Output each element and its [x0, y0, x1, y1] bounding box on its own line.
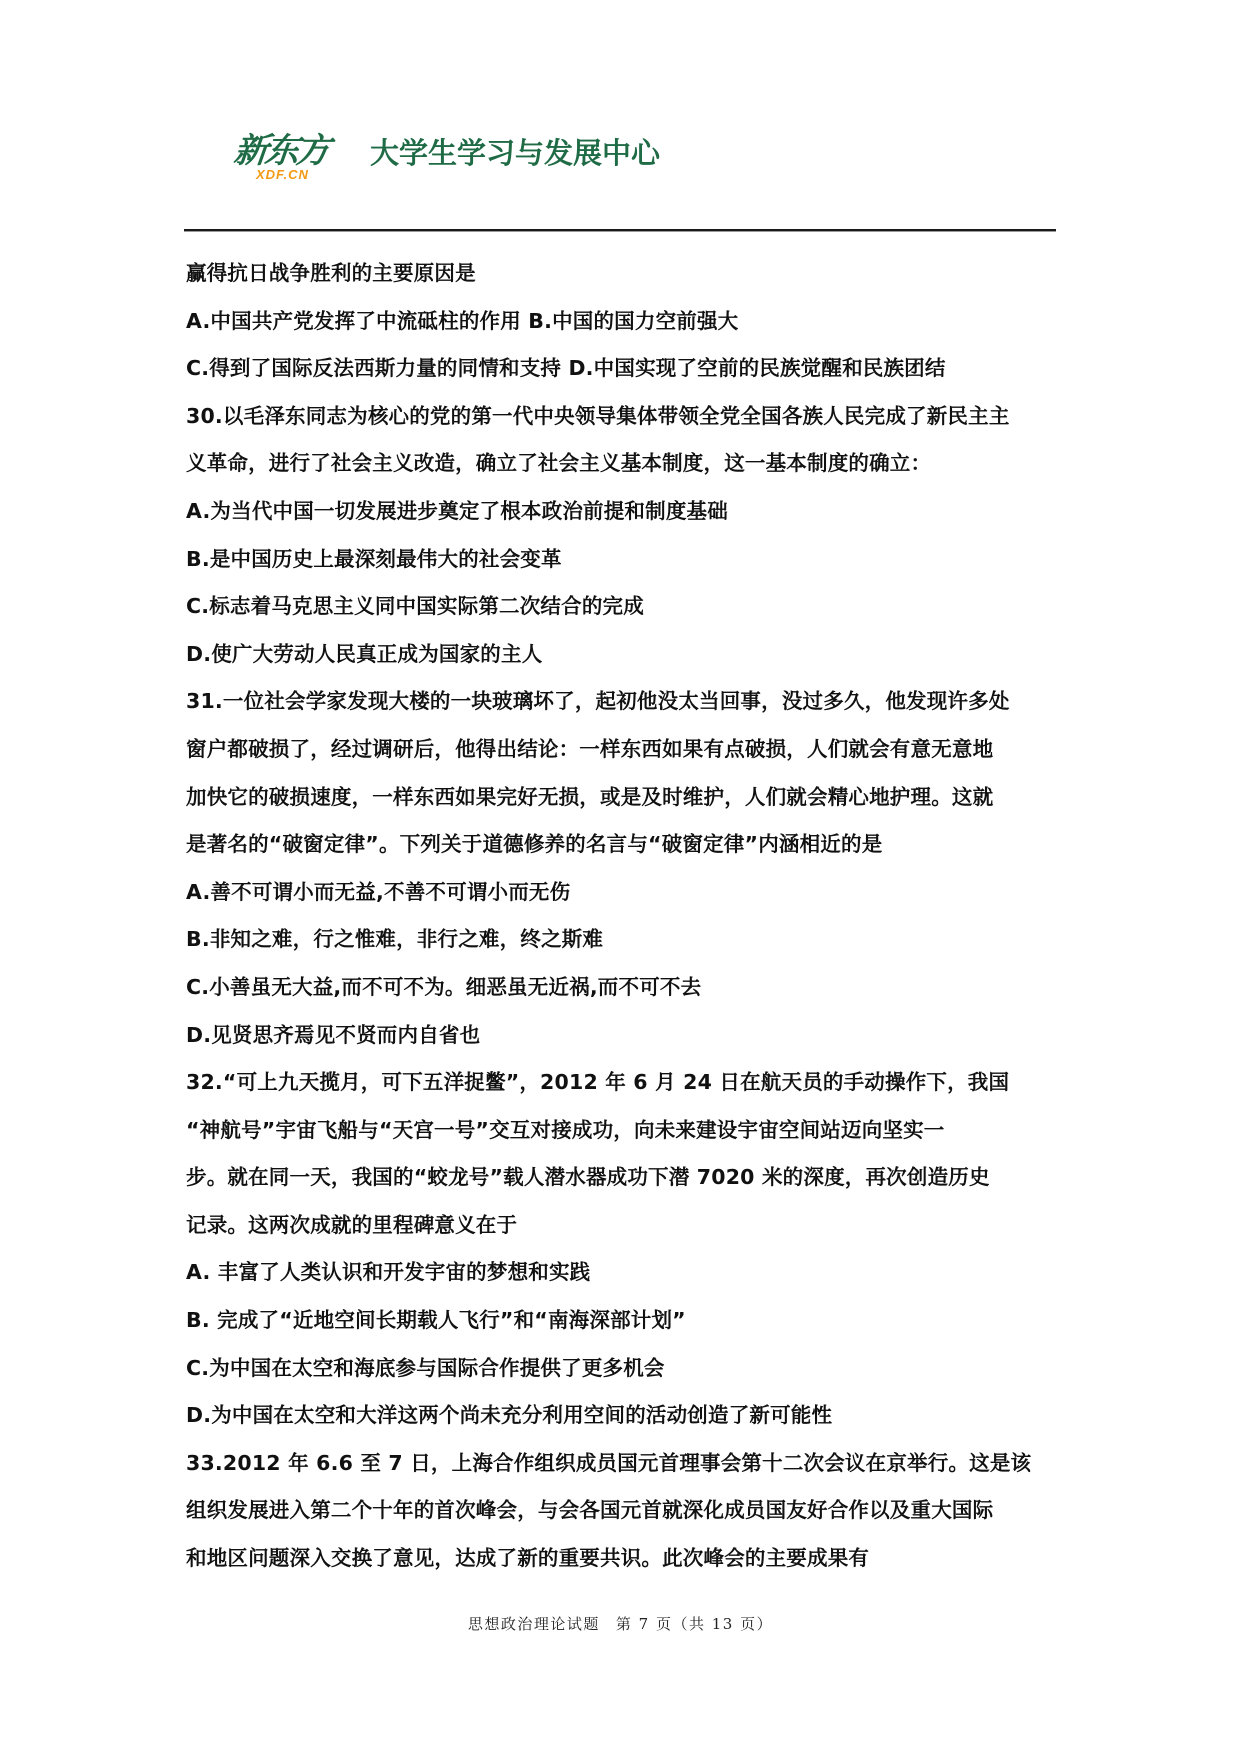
question-31-stem: 窗户都破损了，经过调研后，他得出结论：一样东西如果有点破损，人们就会有意无意地	[186, 736, 994, 761]
question-32-stem: “神航号”宇宙飞船与“天宫一号”交互对接成功，向未来建设宇宙空间站迈向坚实一	[186, 1117, 945, 1142]
question-32-option-a: A. 丰富了人类认识和开发宇宙的梦想和实践	[186, 1260, 591, 1285]
question-30-option-d: D.使广大劳动人民真正成为国家的主人	[186, 641, 543, 666]
question-31-option-a: A.善不可谓小而无益,不善不可谓小而无伤	[186, 879, 571, 904]
question-32-stem: 记录。这两次成就的里程碑意义在于	[186, 1212, 518, 1237]
xdf-logo	[231, 131, 350, 188]
question-33-stem: 33.2012 年 6.6 至 7 日，上海合作组织成员国元首理事会第十二次会议在京举行。这是该	[186, 1450, 1032, 1475]
exam-content	[186, 250, 1056, 1583]
center-name: 大学生学习与发展中心	[370, 136, 661, 170]
question-30-option-a: A.为当代中国一切发展进步奠定了根本政治前提和制度基础	[186, 498, 728, 523]
question-30-stem: 义革命，进行了社会主义改造，确立了社会主义基本制度，这一基本制度的确立：	[186, 451, 932, 476]
question-31-option-c: C.小善虽无大益,而不可不为。细恶虽无近祸,而不可不去	[186, 974, 702, 999]
question-29-stem-end: 赢得抗日战争胜利的主要原因是	[186, 261, 476, 285]
question-29-options-cd: C.得到了国际反法西斯力量的同情和支持 D.中国实现了空前的民族觉醒和民族团结	[186, 356, 946, 381]
header-divider	[184, 229, 1056, 231]
question-32-stem: 步。就在同一天，我国的“蛟龙号”载人潜水器成功下潜 7020 米的深度，再次创造历史	[186, 1165, 990, 1190]
question-31-stem: 31.一位社会学家发现大楼的一块玻璃坏了，起初他没太当回事，没过多久，他发现许多处	[186, 689, 1010, 714]
question-32-stem: 32.“可上九天揽月，可下五洋捉鳖”，2012 年 6 月 24 日在航天员的手动操作下，我国	[186, 1070, 1010, 1095]
question-33-stem: 组织发展进入第二个十年的首次峰会，与会各国元首就深化成员国友好合作以及重大国际	[186, 1498, 994, 1523]
question-31-option-b: B.非知之难，行之惟难，非行之难，终之斯难	[186, 927, 604, 952]
logo-domain-text: XDF.CN	[256, 167, 309, 182]
question-32-option-d: D.为中国在太空和大洋这两个尚未充分利用空间的活动创造了新可能性	[186, 1403, 833, 1428]
logo-chinese-text: 新东方	[231, 131, 330, 171]
question-31-stem: 是著名的“破窗定律”。下列关于道德修养的名言与“破窗定律”内涵相近的是	[186, 832, 883, 857]
question-29-options-ab: A.中国共产党发挥了中流砥柱的作用 B.中国的国力空前强大	[186, 308, 739, 333]
question-30-stem: 30.以毛泽东同志为核心的党的第一代中央领导集体带领全党全国各族人民完成了新民主主	[186, 403, 1010, 428]
question-31-stem: 加快它的破损速度，一样东西如果完好无损，或是及时维护，人们就会精心地护理。这就	[186, 784, 994, 809]
question-33-stem: 和地区问题深入交换了意见，达成了新的重要共识。此次峰会的主要成果有	[186, 1546, 870, 1571]
question-31-option-d: D.见贤思齐焉见不贤而内自省也	[186, 1022, 481, 1047]
page-header	[231, 131, 661, 192]
question-30-option-c: C.标志着马克思主义同中国实际第二次结合的完成	[186, 594, 644, 619]
footer-subject: 思想政治理论试题	[467, 1615, 600, 1633]
question-30-option-b: B.是中国历史上最深刻最伟大的社会变革	[186, 546, 562, 571]
question-32-option-c: C.为中国在太空和海底参与国际合作提供了更多机会	[186, 1355, 665, 1380]
page-footer	[0, 1613, 1241, 1634]
footer-page-number: 第 7 页（共 13 页）	[615, 1615, 774, 1633]
question-32-option-b: B. 完成了“近地空间长期载人飞行”和“南海深部计划”	[186, 1308, 686, 1333]
